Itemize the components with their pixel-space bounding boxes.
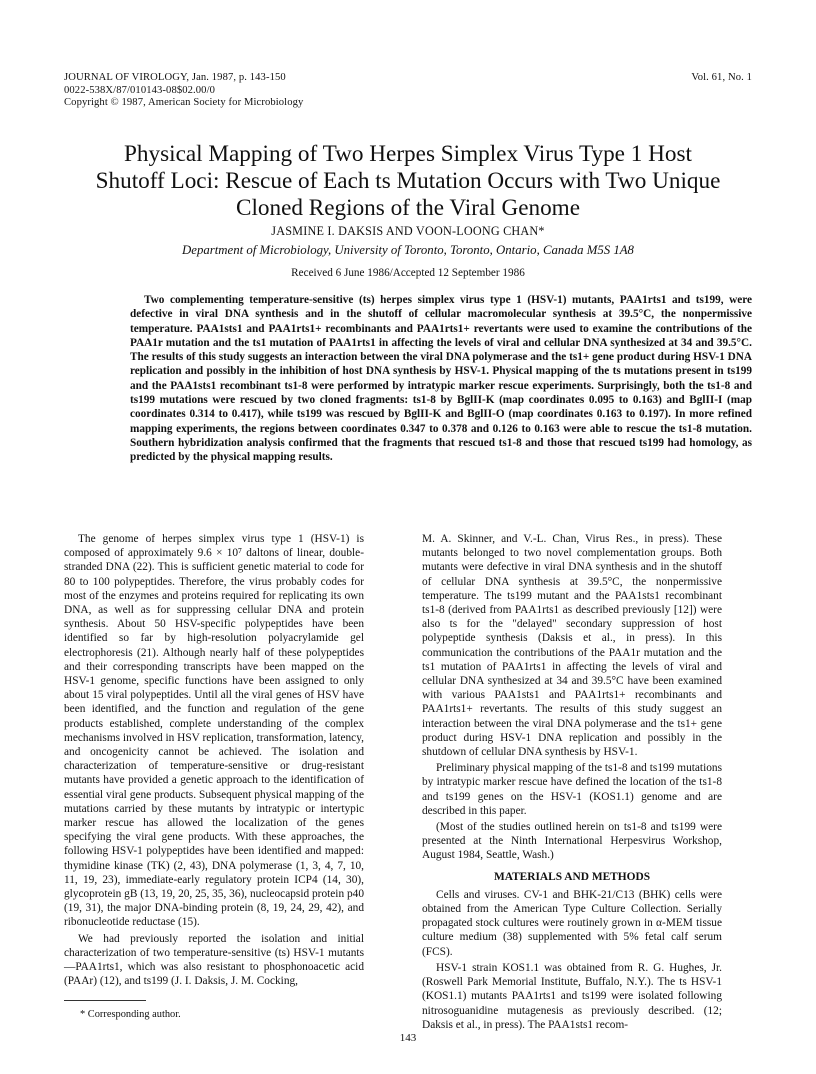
footnote: * Corresponding author. — [80, 1009, 181, 1020]
page-number: 143 — [399, 1032, 417, 1044]
abstract — [130, 293, 752, 465]
body-paragraph: Preliminary physical mapping of the ts1-8 and ts199 mutations by intratypic marker rescue have defined the location of the ts1-8 and ts199 genes on the HSV-1 (KOS1.1) genome and are described in this paper. — [422, 762, 722, 817]
body-paragraph: Cells and viruses. CV-1 and BHK-21/C13 (BHK) cells were obtained from the American Type Culture Collection. Serially propagated stock cultures were routinely grown in α-MEM tissue culture medium (38) supplemented with 5% fetal calf serum (FCS). — [422, 888, 722, 958]
received-dates: Received 6 June 1986/Accepted 12 September 1986 — [291, 267, 525, 279]
body-paragraph: (Most of the studies outlined herein on ts1-8 and ts199 were presented at the Ninth International Herpesvirus Workshop, August 1984, Seattle, Wash.) — [422, 821, 722, 862]
authors: JASMINE I. DAKSIS AND VOON-LOONG CHAN* — [271, 224, 545, 238]
body-column-right — [422, 532, 722, 1034]
body-paragraph: HSV-1 strain KOS1.1 was obtained from R. G. Hughes, Jr. (Roswell Park Memorial Institute, Buffalo, N.Y.). The ts HSV-1 (KOS1.1) mutants PAA1rts1 and ts199 were isolated following nitrosoguanidine mutagenesis as previously described. (12; Daksis et al., in press). The PAA1sts1 recom- — [422, 961, 722, 1031]
body-paragraph: We had previously reported the isolation and initial characterization of two temperature-sensitive (ts) HSV-1 mutants—PAA1rts1, which was also resistant to phosphonoacetic acid (PAAr) (12), and ts199 (J. I. Daksis, J. M. Cocking, — [64, 932, 364, 988]
article-code: 0022-538X/87/010143-08$02.00/0 — [64, 84, 216, 96]
title-line: Cloned Regions of the Viral Genome — [236, 195, 580, 221]
copyright: Copyright © 1987, American Society for Microbiology — [64, 97, 304, 109]
body-column-left — [64, 532, 364, 991]
affiliation: Department of Microbiology, University of Toronto, Toronto, Ontario, Canada M5S 1A8 — [182, 243, 634, 257]
volume-issue: Vol. 61, No. 1 — [691, 72, 752, 83]
section-heading: MATERIALS AND METHODS — [493, 870, 651, 883]
footnote-divider — [64, 1000, 146, 1001]
title-line: Shutoff Loci: Rescue of Each ts Mutation Occurs with Two Unique — [95, 168, 721, 194]
abstract-text: Two complementing temperature-sensitive (ts) herpes simplex virus type 1 (HSV-1) mutants, PAA1rts1 and ts199, were defective in viral DNA synthesis and in the shutoff of cellular macromolecular synthesis at 39.5°C, the nonpermissive temperature. PAA1sts1 and PAA1rts1+ recombinants and PAA1rts1+ revertants were used to examine the contributions of the PAA1r mutation and the ts1 mutation of PAA1rts1 in affecting the levels of viral and cellular DNA synthesized at 34 and 39.5°C. The results of this study suggests an interaction between the viral DNA polymerase and the ts1+ gene product during HSV-1 DNA replication and possibly in the inhibition of host DNA synthesis by HSV-1. Physical mapping of the ts mutations present in ts199 and the PAA1sts1 recombinant ts1-8 were performed by intratypic marker rescue experiments. Surprisingly, both the ts1-8 and ts199 mutations were rescued by two cloned fragments: ts1-8 by BglII-K (map coordinates 0.095 to 0.163) and BglII-I (map coordinates 0.314 to 0.417), while ts199 was rescued by BglII-K and BglII-O (map coordinates 0.163 to 0.197). In more refined mapping experiments, the regions between coordinates 0.347 to 0.378 and 0.126 to 0.163 were able to rescue the ts1-8 mutation. Southern hybridization analysis confirmed that the fragments that rescued ts1-8 and those that rescued ts199 had homology, as predicted by the physical mapping results. — [130, 294, 752, 464]
body-paragraph: M. A. Skinner, and V.-L. Chan, Virus Res., in press). These mutants belonged to two novel complementation groups. Both mutants were defective in viral DNA synthesis and in the shutoff of cellular DNA synthesis at 39.5°C, the nonpermissive temperature. The ts199 mutant and the PAA1sts1 recombinant ts1-8 (derived from PAA1rts1 as described previously [12]) were also ts for the "delayed" secondary suppression of host polypeptide synthesis (Daksis et al., in press). In this communication the contributions of the PAA1r mutation and the ts1 mutation of PAA1rts1 in affecting the levels of viral and cellular DNA synthesized at 34 and 39.5°C have been examined with various PAA1sts1 and PAA1rts1+ recombinants and PAA1rts1+ revertants. The results of this study suggest an interaction between the viral DNA polymerase and the ts1+ gene product during HSV-1 DNA replication and possibly in the shutdown of cellular DNA synthesis by HSV-1. — [422, 533, 722, 759]
body-paragraph: The genome of herpes simplex virus type 1 (HSV-1) is composed of approximately 9.6 × 10⁷ daltons of linear, double-stranded DNA (22). This is sufficient genetic material to code for 80 to 100 polypeptides. Therefore, the virus probably codes for most of the enzymes and proteins required for replicating its own DNA, as well as for suppressing cellular DNA and protein synthesis. About 50 HSV-specific polypeptides have been identified so far by high-resolution polyacrylamide gel electrophoresis (21). Although nearly half of these polypeptides and their corresponding transcripts have been mapped on the HSV-1 genome, specific functions have been assigned to only about 15 viral polypeptides. Until all the viral genes of HSV have been identified, and the function and regulation of the gene products established, complete understanding of the complex mechanisms involved in HSV replication, transformation, latency, and oncogenicity cannot be achieved. The isolation and characterization of temperature-sensitive or drug-resistant mutants have provided a genetic approach to the identification of essential viral gene products. Subsequent physical mapping of the mutations carried by these mutants by intratypic or intertypic marker rescue has allowed the localization of the genes specifying the viral gene products. With these approaches, the following HSV-1 polypeptides have been identified and mapped: thymidine kinase (TK) (2, 43), DNA polymerase (1, 3, 4, 7, 10, 11, 19, 23), immediate-early regulatory protein ICP4 (14, 30), glycoprotein gB (13, 19, 20, 25, 35, 36), nucleocapsid protein p40 (19, 31), the major DNA-binding protein (8, 19, 24, 29, 42), and ribonucleotide reductase (15). — [64, 533, 364, 929]
title-line: Physical Mapping of Two Herpes Simplex Virus Type 1 Host — [124, 141, 692, 167]
journal-citation: JOURNAL OF VIROLOGY, Jan. 1987, p. 143-150 — [64, 72, 286, 83]
article-title — [70, 141, 746, 222]
journal-header — [64, 72, 303, 110]
